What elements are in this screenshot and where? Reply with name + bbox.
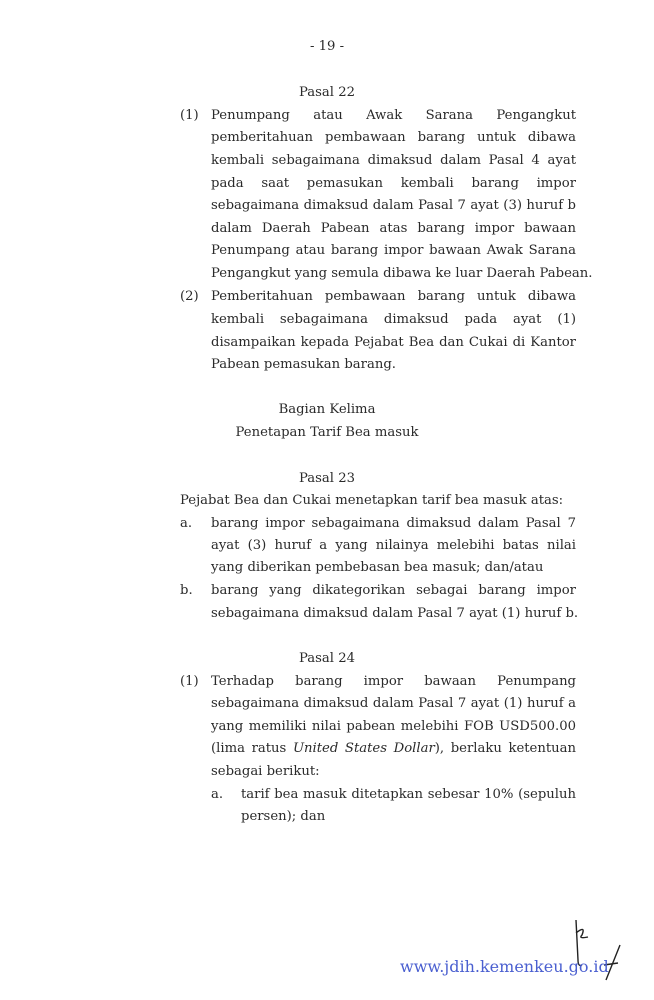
paragraph-line: Pemberitahuan pembawaan barang untuk dibawa <box>211 289 576 304</box>
paragraph-line: barang impor sebagaimana dimaksud dalam Pasal 7 <box>211 516 576 531</box>
section-title: Bagian Kelima <box>278 402 376 417</box>
page-number: - 19 - <box>309 39 345 54</box>
pasal-23-intro: Pejabat Bea dan Cukai menetapkan tarif bea masuk atas: <box>180 493 564 508</box>
item-letter: a. <box>180 516 193 531</box>
paragraph-line: kembali sebagaimana dimaksud pada ayat (1) <box>211 312 576 327</box>
paragraph-line: Penumpang atau Awak Sarana Pengangkut <box>211 108 576 123</box>
italic-term: United States Dollar <box>292 741 435 756</box>
pasal-24-title: Pasal 24 <box>299 651 355 666</box>
footer-url[interactable]: www.jdih.kemenkeu.go.id <box>400 957 609 976</box>
paragraph-line: ayat (3) huruf a yang nilainya melebihi batas nilai <box>211 538 576 553</box>
paragraph-line: sebagaimana dimaksud dalam Pasal 7 ayat (3) huruf b <box>211 198 576 213</box>
paragraph-line: barang yang dikategorikan sebagai barang impor <box>211 583 576 598</box>
section-subtitle: Penetapan Tarif Bea masuk <box>235 425 419 440</box>
item-number: (1) <box>180 674 199 689</box>
paragraph-line: disampaikan kepada Pejabat Bea dan Cukai di Kantor <box>211 335 576 350</box>
paragraph-line <box>211 740 576 758</box>
paragraph-line: sebagaimana dimaksud dalam Pasal 7 ayat (1) huruf a <box>211 696 576 711</box>
item-number: (2) <box>180 289 199 304</box>
pasal-22-title: Pasal 22 <box>299 85 355 100</box>
paragraph-line: yang memiliki nilai pabean melebihi FOB USD500.00 <box>211 719 576 734</box>
item-letter: a. <box>211 787 224 802</box>
text: (lima ratus <box>211 741 293 756</box>
paragraph-line: Penumpang atau barang impor bawaan Awak Sarana <box>211 243 576 258</box>
paragraph-line: kembali sebagaimana dimaksud dalam Pasal 4 ayat <box>211 153 576 168</box>
paragraph-line: persen); dan <box>241 809 326 824</box>
paragraph-line: yang diberikan pembebasan bea masuk; dan/atau <box>211 560 544 575</box>
pasal-23-title: Pasal 23 <box>299 471 355 486</box>
text: ), berlaku ketentuan <box>434 741 576 756</box>
paragraph-line: sebagai berikut: <box>211 764 320 779</box>
item-letter: b. <box>180 583 193 598</box>
paragraph-line: sebagaimana dimaksud dalam Pasal 7 ayat (1) huruf b. <box>211 606 579 621</box>
paragraph-line: dalam Daerah Pabean atas barang impor bawaan <box>211 221 576 236</box>
paragraph-line: tarif bea masuk ditetapkan sebesar 10% (sepuluh <box>241 787 576 802</box>
paragraph-line: Terhadap barang impor bawaan Penumpang <box>211 674 576 689</box>
paragraph-line: pada saat pemasukan kembali barang impor <box>211 176 576 191</box>
paragraph-line: Pengangkut yang semula dibawa ke luar Daerah Pabean. <box>211 266 593 281</box>
item-number: (1) <box>180 108 199 123</box>
paragraph-line: Pabean pemasukan barang. <box>211 357 396 372</box>
paragraph-line: pemberitahuan pembawaan barang untuk dibawa <box>211 130 576 145</box>
